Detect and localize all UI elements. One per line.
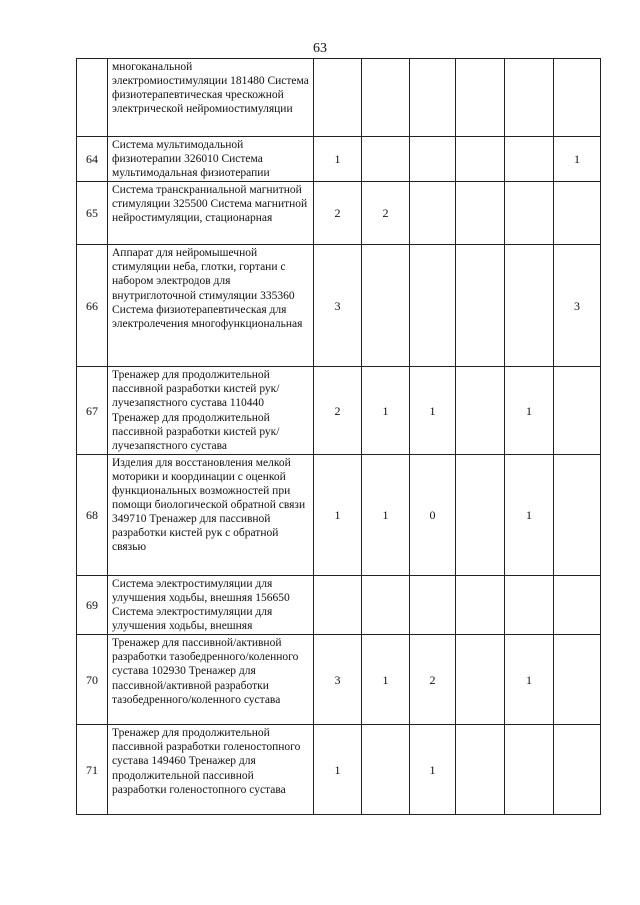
value-cell (554, 635, 601, 725)
value-cell (456, 137, 505, 182)
item-name: Система мультимодальной физиотерапии 326010 Система мультимодальная физиотерапии (108, 137, 314, 182)
item-name: Тренажер для пассивной/активной разработки тазобедренного/коленного сустава 102930 Тренажер для пассивной/активной разработки тазобедренного/коленного сустава (108, 635, 314, 725)
row-number: 67 (77, 367, 108, 455)
value-cell (505, 59, 554, 137)
value-cell (505, 725, 554, 815)
row-number: 68 (77, 454, 108, 575)
value-cell (456, 245, 505, 367)
item-name: Изделия для восстановления мелкой моторики и координации с оценкой функциональных возможностей при помощи биологической обратной связи 349710 Тренажер для пассивной разработки кистей рук с обратной связью (108, 454, 314, 575)
value-cell: 1 (410, 367, 456, 455)
value-cell (456, 182, 505, 245)
value-cell (314, 59, 362, 137)
value-cell (410, 575, 456, 634)
value-cell (362, 59, 410, 137)
table-row (77, 575, 601, 634)
value-cell: 3 (554, 245, 601, 367)
value-cell (554, 59, 601, 137)
page-number: 63 (313, 41, 327, 56)
value-cell (362, 725, 410, 815)
value-cell: 1 (505, 635, 554, 725)
value-cell: 2 (314, 182, 362, 245)
value-cell: 1 (314, 454, 362, 575)
item-name: Система транскраниальной магнитной стимуляции 325500 Система магнитной нейростимуляции, стационарная (108, 182, 314, 245)
value-cell: 1 (410, 725, 456, 815)
value-cell: 2 (314, 367, 362, 455)
value-cell (410, 137, 456, 182)
value-cell (505, 182, 554, 245)
value-cell (505, 575, 554, 634)
value-cell (362, 575, 410, 634)
value-cell: 1 (554, 137, 601, 182)
equipment-table (76, 58, 601, 815)
value-cell (554, 575, 601, 634)
item-name: многоканальной электромиостимуляции 181480 Система физиотерапевтическая чрескожной электрической нейромиостимуляции (108, 59, 314, 137)
value-cell (456, 454, 505, 575)
value-cell (554, 454, 601, 575)
value-cell: 1 (314, 137, 362, 182)
value-cell (456, 367, 505, 455)
row-number: 64 (77, 137, 108, 182)
row-number: 65 (77, 182, 108, 245)
value-cell (362, 137, 410, 182)
value-cell (410, 59, 456, 137)
row-number: 69 (77, 575, 108, 634)
item-name: Система электростимуляции для улучшения ходьбы, внешняя 156650 Система электростимуляции для улучшения ходьбы, внешняя (108, 575, 314, 634)
value-cell: 2 (362, 182, 410, 245)
value-cell (314, 575, 362, 634)
row-number: 66 (77, 245, 108, 367)
table-row (77, 245, 601, 367)
row-number: 71 (77, 725, 108, 815)
row-number: 70 (77, 635, 108, 725)
value-cell (410, 182, 456, 245)
value-cell (554, 367, 601, 455)
value-cell (456, 575, 505, 634)
value-cell: 3 (314, 635, 362, 725)
value-cell: 1 (362, 454, 410, 575)
item-name: Тренажер для продолжительной пассивной разработки кистей рук/лучезапястного сустава 110440 Тренажер для продолжительной пассивной разработки кистей рук/лучезапястного сустава (108, 367, 314, 455)
table-row (77, 137, 601, 182)
value-cell (410, 245, 456, 367)
value-cell (554, 725, 601, 815)
row-number (77, 59, 108, 137)
table-row (77, 725, 601, 815)
table-row (77, 635, 601, 725)
value-cell (362, 245, 410, 367)
value-cell: 1 (362, 367, 410, 455)
value-cell: 1 (505, 454, 554, 575)
item-name: Аппарат для нейромышечной стимуляции неба, глотки, гортани с набором электродов для внутриглоточной стимуляции 335360 Система физиотерапевтическая для электролечения многофункциональная (108, 245, 314, 367)
value-cell (505, 137, 554, 182)
table-row (77, 59, 601, 137)
value-cell: 1 (362, 635, 410, 725)
value-cell: 2 (410, 635, 456, 725)
value-cell: 1 (505, 367, 554, 455)
value-cell (456, 725, 505, 815)
value-cell (456, 635, 505, 725)
value-cell: 0 (410, 454, 456, 575)
value-cell: 3 (314, 245, 362, 367)
value-cell (456, 59, 505, 137)
item-name: Тренажер для продолжительной пассивной разработки голеностопного сустава 149460 Тренажер для продолжительной пассивной разработки голеностопного сустава (108, 725, 314, 815)
table-row (77, 367, 601, 455)
value-cell (554, 182, 601, 245)
value-cell (505, 245, 554, 367)
value-cell: 1 (314, 725, 362, 815)
table-row (77, 182, 601, 245)
table-row (77, 454, 601, 575)
